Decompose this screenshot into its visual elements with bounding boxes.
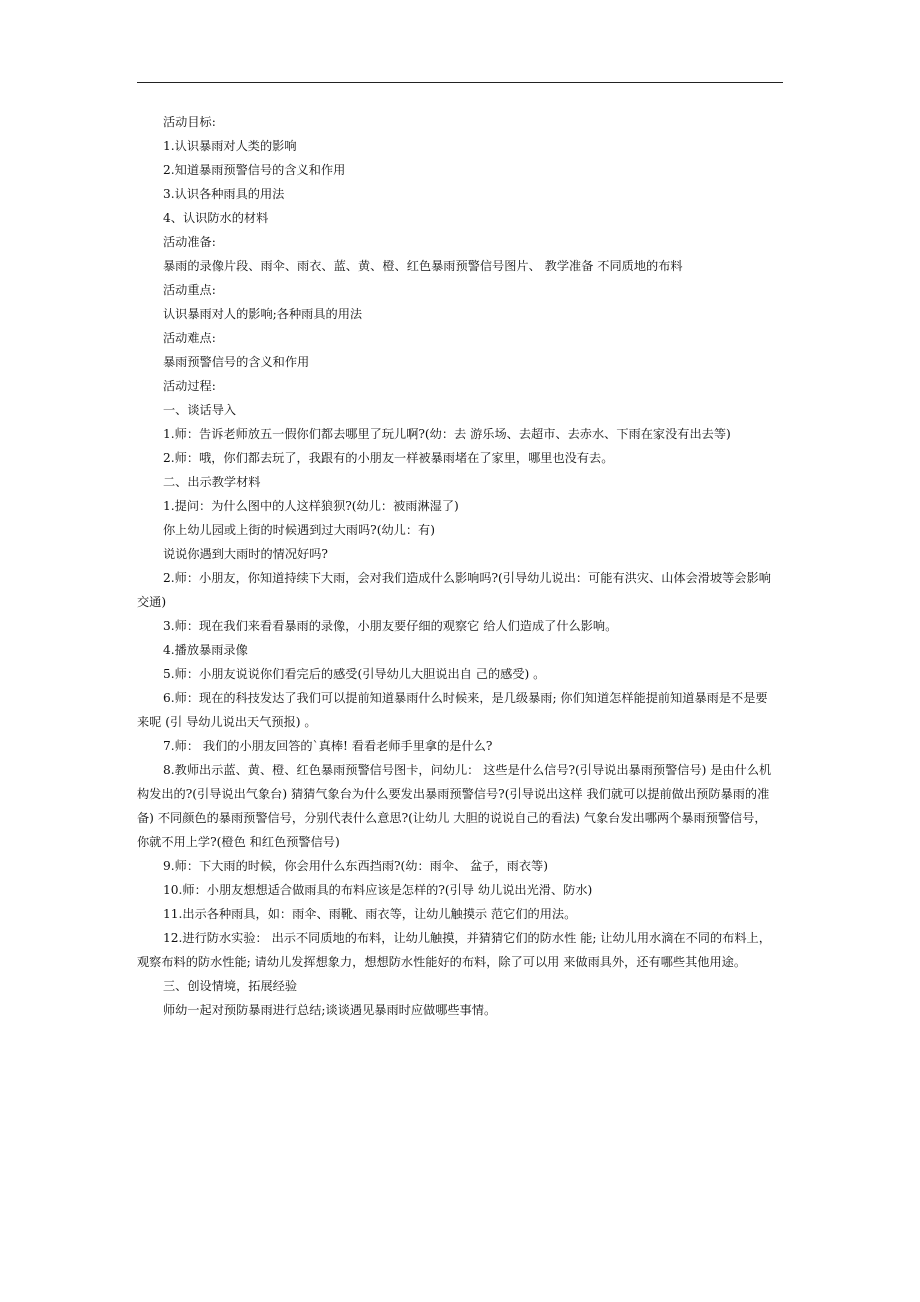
text-line: 6.师：现在的科技发达了我们可以提前知道暴雨什么时候来，是几级暴雨; 你们知道怎样能提前知道暴雨是不是要 [163, 691, 768, 705]
text-line: 4.播放暴雨录像 [163, 643, 248, 657]
document-body [137, 110, 785, 1022]
text-line: 2.师：小朋友，你知道持续下大雨，会对我们造成什么影响吗?(引导幼儿说出：可能有洪灾、山体会滑坡等会影响 [163, 571, 771, 585]
text-line: 构发出的?(引导说出气象台) 猜猜气象台为什么要发出暴雨预警信号?(引导说出这样 我们就可以提前做出预防暴雨的准 [137, 787, 770, 801]
text-line: 1.认识暴雨对人类的影响 [163, 139, 297, 153]
text-line: 一、谈话导入 [163, 403, 237, 417]
text-line: 2.知道暴雨预警信号的含义和作用 [163, 163, 346, 177]
text-line: 2.师：哦，你们都去玩了，我跟有的小朋友一样被暴雨堵在了家里，哪里也没有去。 [163, 451, 614, 465]
text-line: 说说你遇到大雨时的情况好吗? [163, 547, 328, 561]
text-line: 10.师：小朋友想想适合做雨具的布料应该是怎样的?(引导 幼儿说出光滑、防水) [163, 883, 593, 897]
text-line: 暴雨预警信号的含义和作用 [163, 355, 310, 369]
text-line: 8.教师出示蓝、黄、橙、红色暴雨预警信号图卡，问幼儿： 这些是什么信号?(引导说出暴雨预警信号) 是由什么机 [163, 763, 772, 777]
text-line: 9.师：下大雨的时候，你会用什么东西挡雨?(幼：雨伞、 盆子，雨衣等) [163, 859, 548, 873]
text-line: 活动重点: [163, 283, 216, 297]
text-line: 4、认识防水的材料 [163, 211, 269, 225]
text-line: 1.师：告诉老师放五一假你们都去哪里了玩儿啊?(幼：去 游乐场、去超市、去赤水、下雨在家没有出去等) [163, 427, 731, 441]
text-line: 你上幼儿园或上街的时候遇到过大雨吗?(幼儿：有) [163, 523, 435, 537]
text-line: 活动准备: [163, 235, 216, 249]
text-line: 3.师：现在我们来看看暴雨的录像，小朋友要仔细的观察它 给人们造成了什么影响。 [163, 619, 618, 633]
text-line: 你就不用上学?(橙色 和红色预警信号) [137, 835, 340, 849]
text-line: 3.认识各种雨具的用法 [163, 187, 285, 201]
text-line: 备) 不同颜色的暴雨预警信号，分别代表什么意思?(让幼儿 大胆的说说自己的看法) 气象台发出哪两个暴雨预警信号， [137, 811, 767, 825]
text-line: 三、创设情境，拓展经验 [163, 979, 298, 993]
text-line: 5.师：小朋友说说你们看完后的感受(引导幼儿大胆说出自 己的感受) 。 [163, 667, 546, 681]
text-line: 活动难点: [163, 331, 216, 345]
text-line: 活动目标: [163, 115, 216, 129]
text-line: 1.提问：为什么图中的人这样狼狈?(幼儿：被雨淋湿了) [163, 499, 459, 513]
text-line: 认识暴雨对人的影响;各种雨具的用法 [163, 307, 363, 321]
text-line: 观察布料的防水性能; 请幼儿发挥想象力，想想防水性能好的布料，除了可以用 来做雨具外，还有哪些其他用途。 [137, 955, 747, 969]
text-line: 12.进行防水实验： 出示不同质地的布料，让幼儿触摸，并猜猜它们的防水性 能; 让幼儿用水滴在不同的布料上， [163, 931, 771, 945]
text-line: 来呢 (引 导幼儿说出天气预报) 。 [137, 715, 317, 729]
text-line: 交通) [137, 595, 167, 609]
header-rule [137, 82, 783, 83]
text-line: 7.师： 我们的小朋友回答的`真棒! 看看老师手里拿的是什么? [163, 739, 493, 753]
text-line: 暴雨的录像片段、雨伞、雨衣、蓝、黄、橙、红色暴雨预警信号图片、 教学准备 不同质地的布料 [163, 259, 683, 273]
text-line: 二、出示教学材料 [163, 475, 261, 489]
text-line: 11.出示各种雨具，如：雨伞、雨靴、雨衣等，让幼儿触摸示 范它们的用法。 [163, 907, 577, 921]
text-line: 活动过程: [163, 379, 216, 393]
text-line: 师幼一起对预防暴雨进行总结;谈谈遇见暴雨时应做哪些事情。 [163, 1003, 497, 1017]
